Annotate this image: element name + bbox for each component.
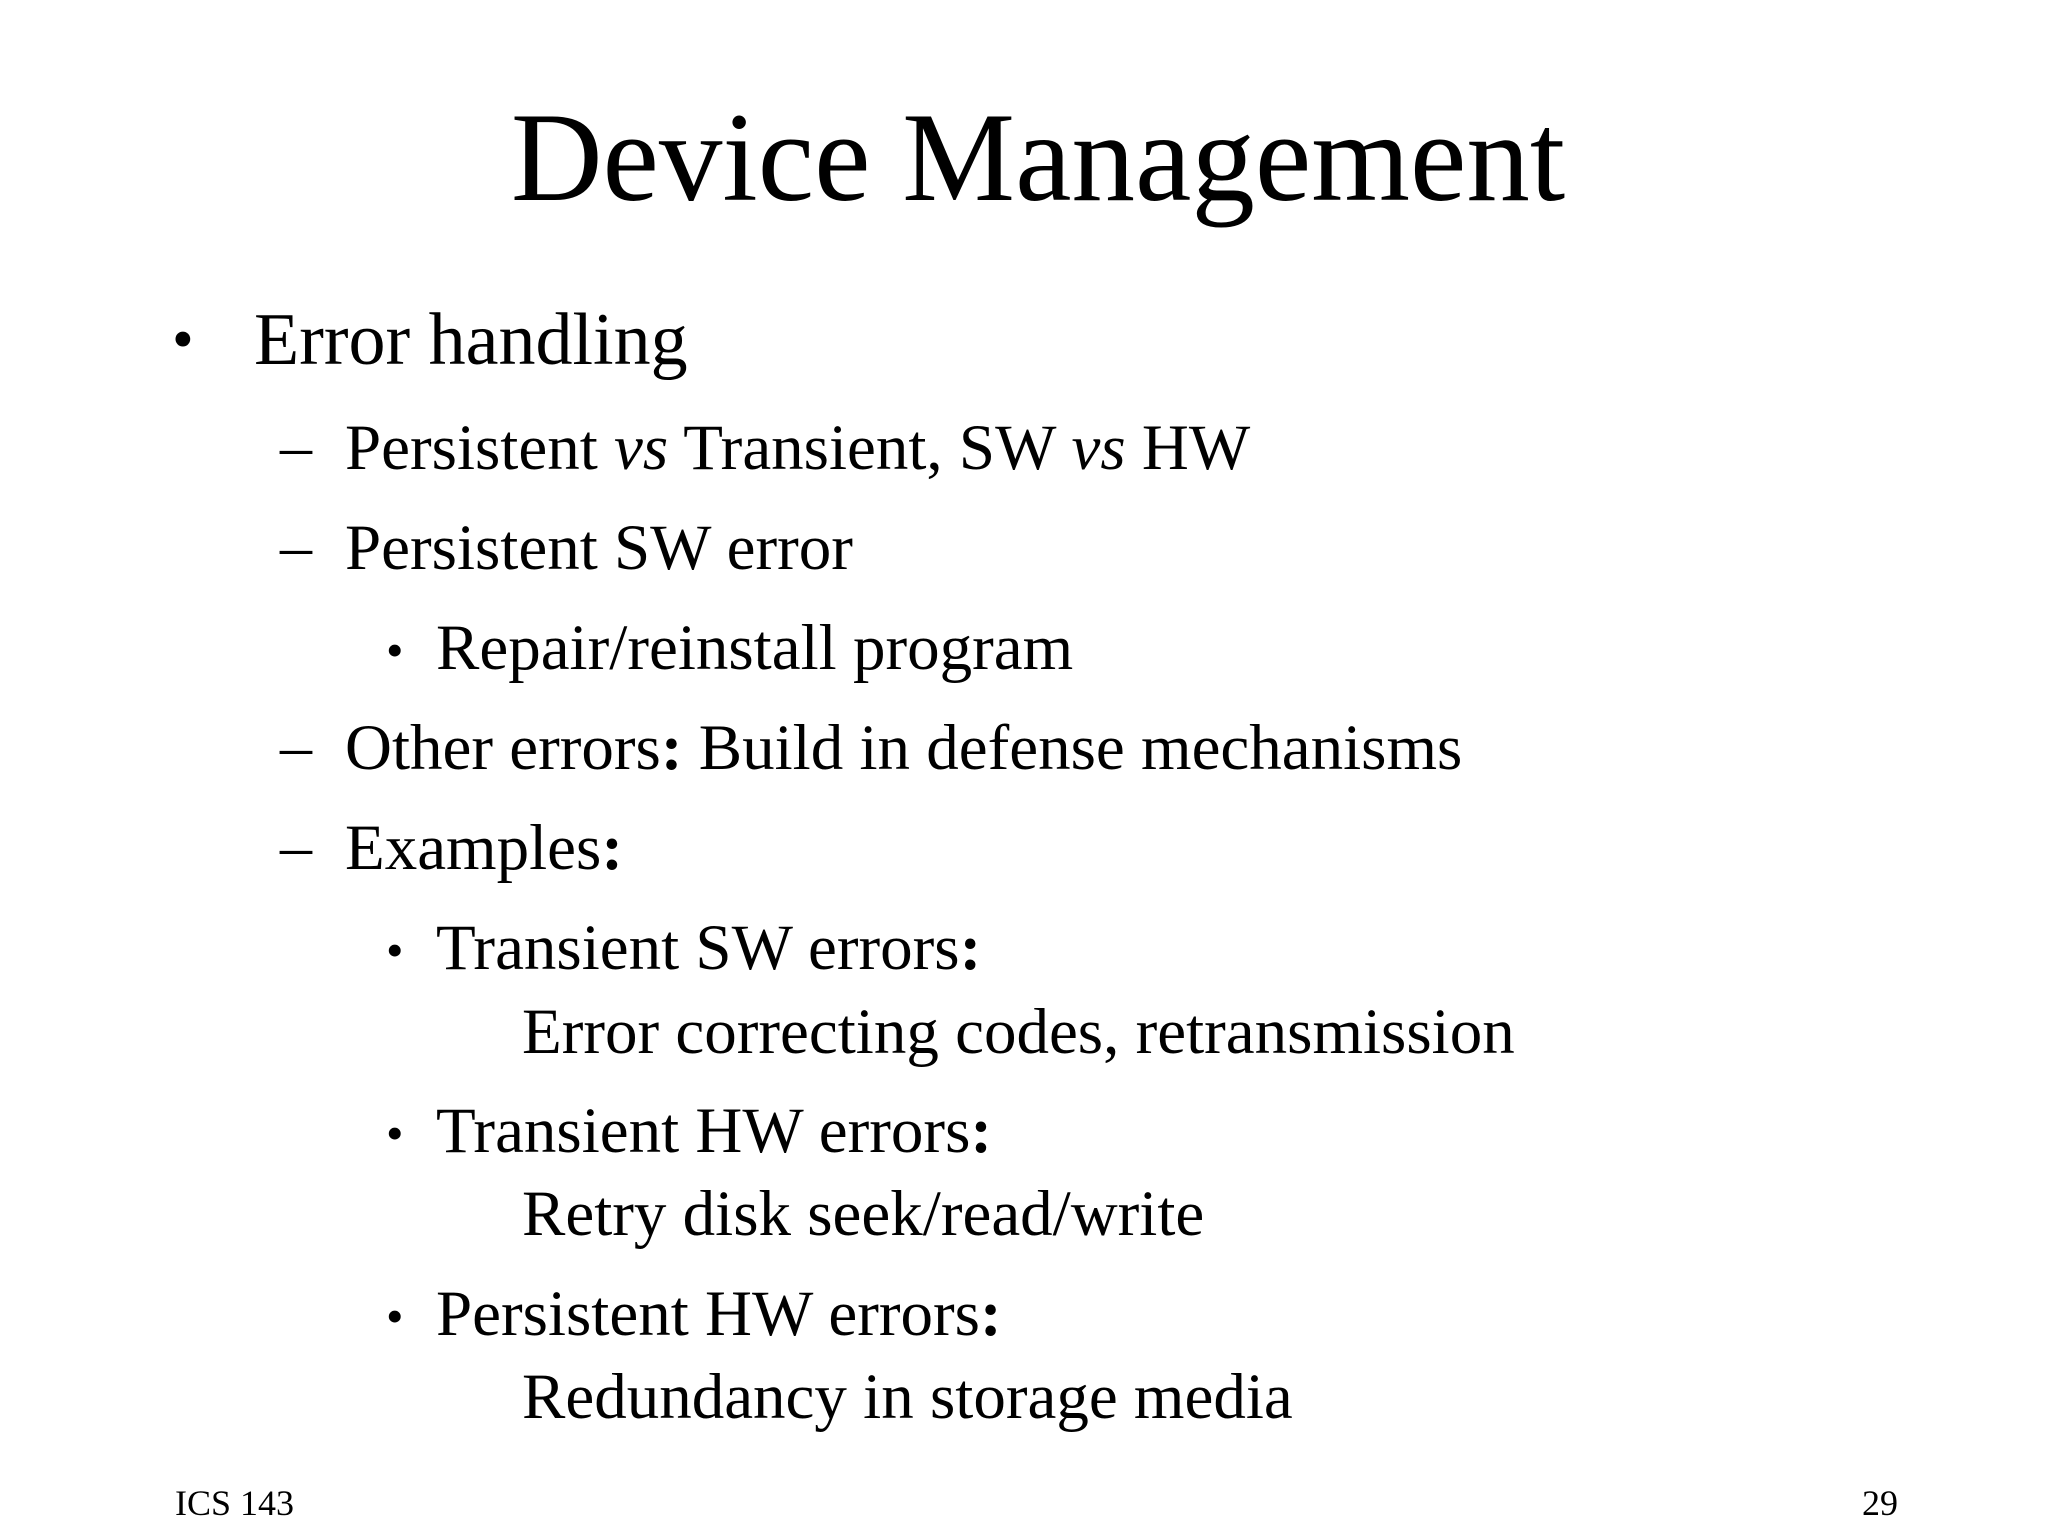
bullet-marker: • [172, 306, 194, 374]
subsubbullet-repair-reinstall: Repair/reinstall program [436, 612, 1074, 684]
text-examples: Examples [345, 812, 602, 884]
subbullet-examples [345, 811, 623, 885]
text-persistent-hw-errors: Persistent HW errors [436, 1278, 980, 1350]
text-vs-1: vs [614, 412, 669, 484]
subsubbullet-transient-sw-errors [436, 911, 981, 985]
text-vs-2: vs [1071, 412, 1126, 484]
footer-course: ICS 143 [175, 1483, 295, 1523]
detail-error-correcting-codes: Error correcting codes, retransmission [522, 996, 1515, 1068]
dash-marker: – [280, 710, 312, 781]
text-hw: HW [1125, 412, 1251, 484]
text-colon: : [970, 1095, 993, 1167]
text-other-errors: Other errors [345, 712, 661, 784]
dash-marker: – [280, 510, 312, 581]
bullet-marker: • [386, 922, 404, 978]
bullet-error-handling: Error handling [254, 299, 688, 381]
dash-marker: – [280, 810, 312, 881]
subbullet-other-errors [345, 711, 1462, 785]
subsubbullet-persistent-hw-errors [436, 1277, 1002, 1351]
subbullet-persistent-sw-error: Persistent SW error [345, 512, 853, 584]
bullet-marker: • [386, 622, 404, 678]
text-transient-hw-errors: Transient HW errors [436, 1095, 971, 1167]
text-colon: : [959, 912, 982, 984]
detail-retry-disk: Retry disk seek/read/write [522, 1178, 1205, 1250]
subsubbullet-transient-hw-errors [436, 1094, 992, 1168]
text-transient-sw: Transient, SW [668, 412, 1072, 484]
text-build-defense: Build in defense mechanisms [682, 712, 1463, 784]
text-persistent: Persistent [345, 412, 615, 484]
slide-title: Device Management [510, 88, 1566, 228]
text-colon: : [660, 712, 683, 784]
subbullet-persistent-vs-transient [345, 411, 1250, 485]
dash-marker: – [280, 410, 312, 481]
text-transient-sw-errors: Transient SW errors [436, 912, 960, 984]
bullet-marker: • [386, 1288, 404, 1344]
text-colon: : [601, 812, 623, 884]
footer-page-number: 29 [1862, 1483, 1898, 1523]
text-colon: : [979, 1278, 1002, 1350]
detail-redundancy: Redundancy in storage media [522, 1361, 1293, 1433]
bullet-marker: • [386, 1105, 404, 1161]
